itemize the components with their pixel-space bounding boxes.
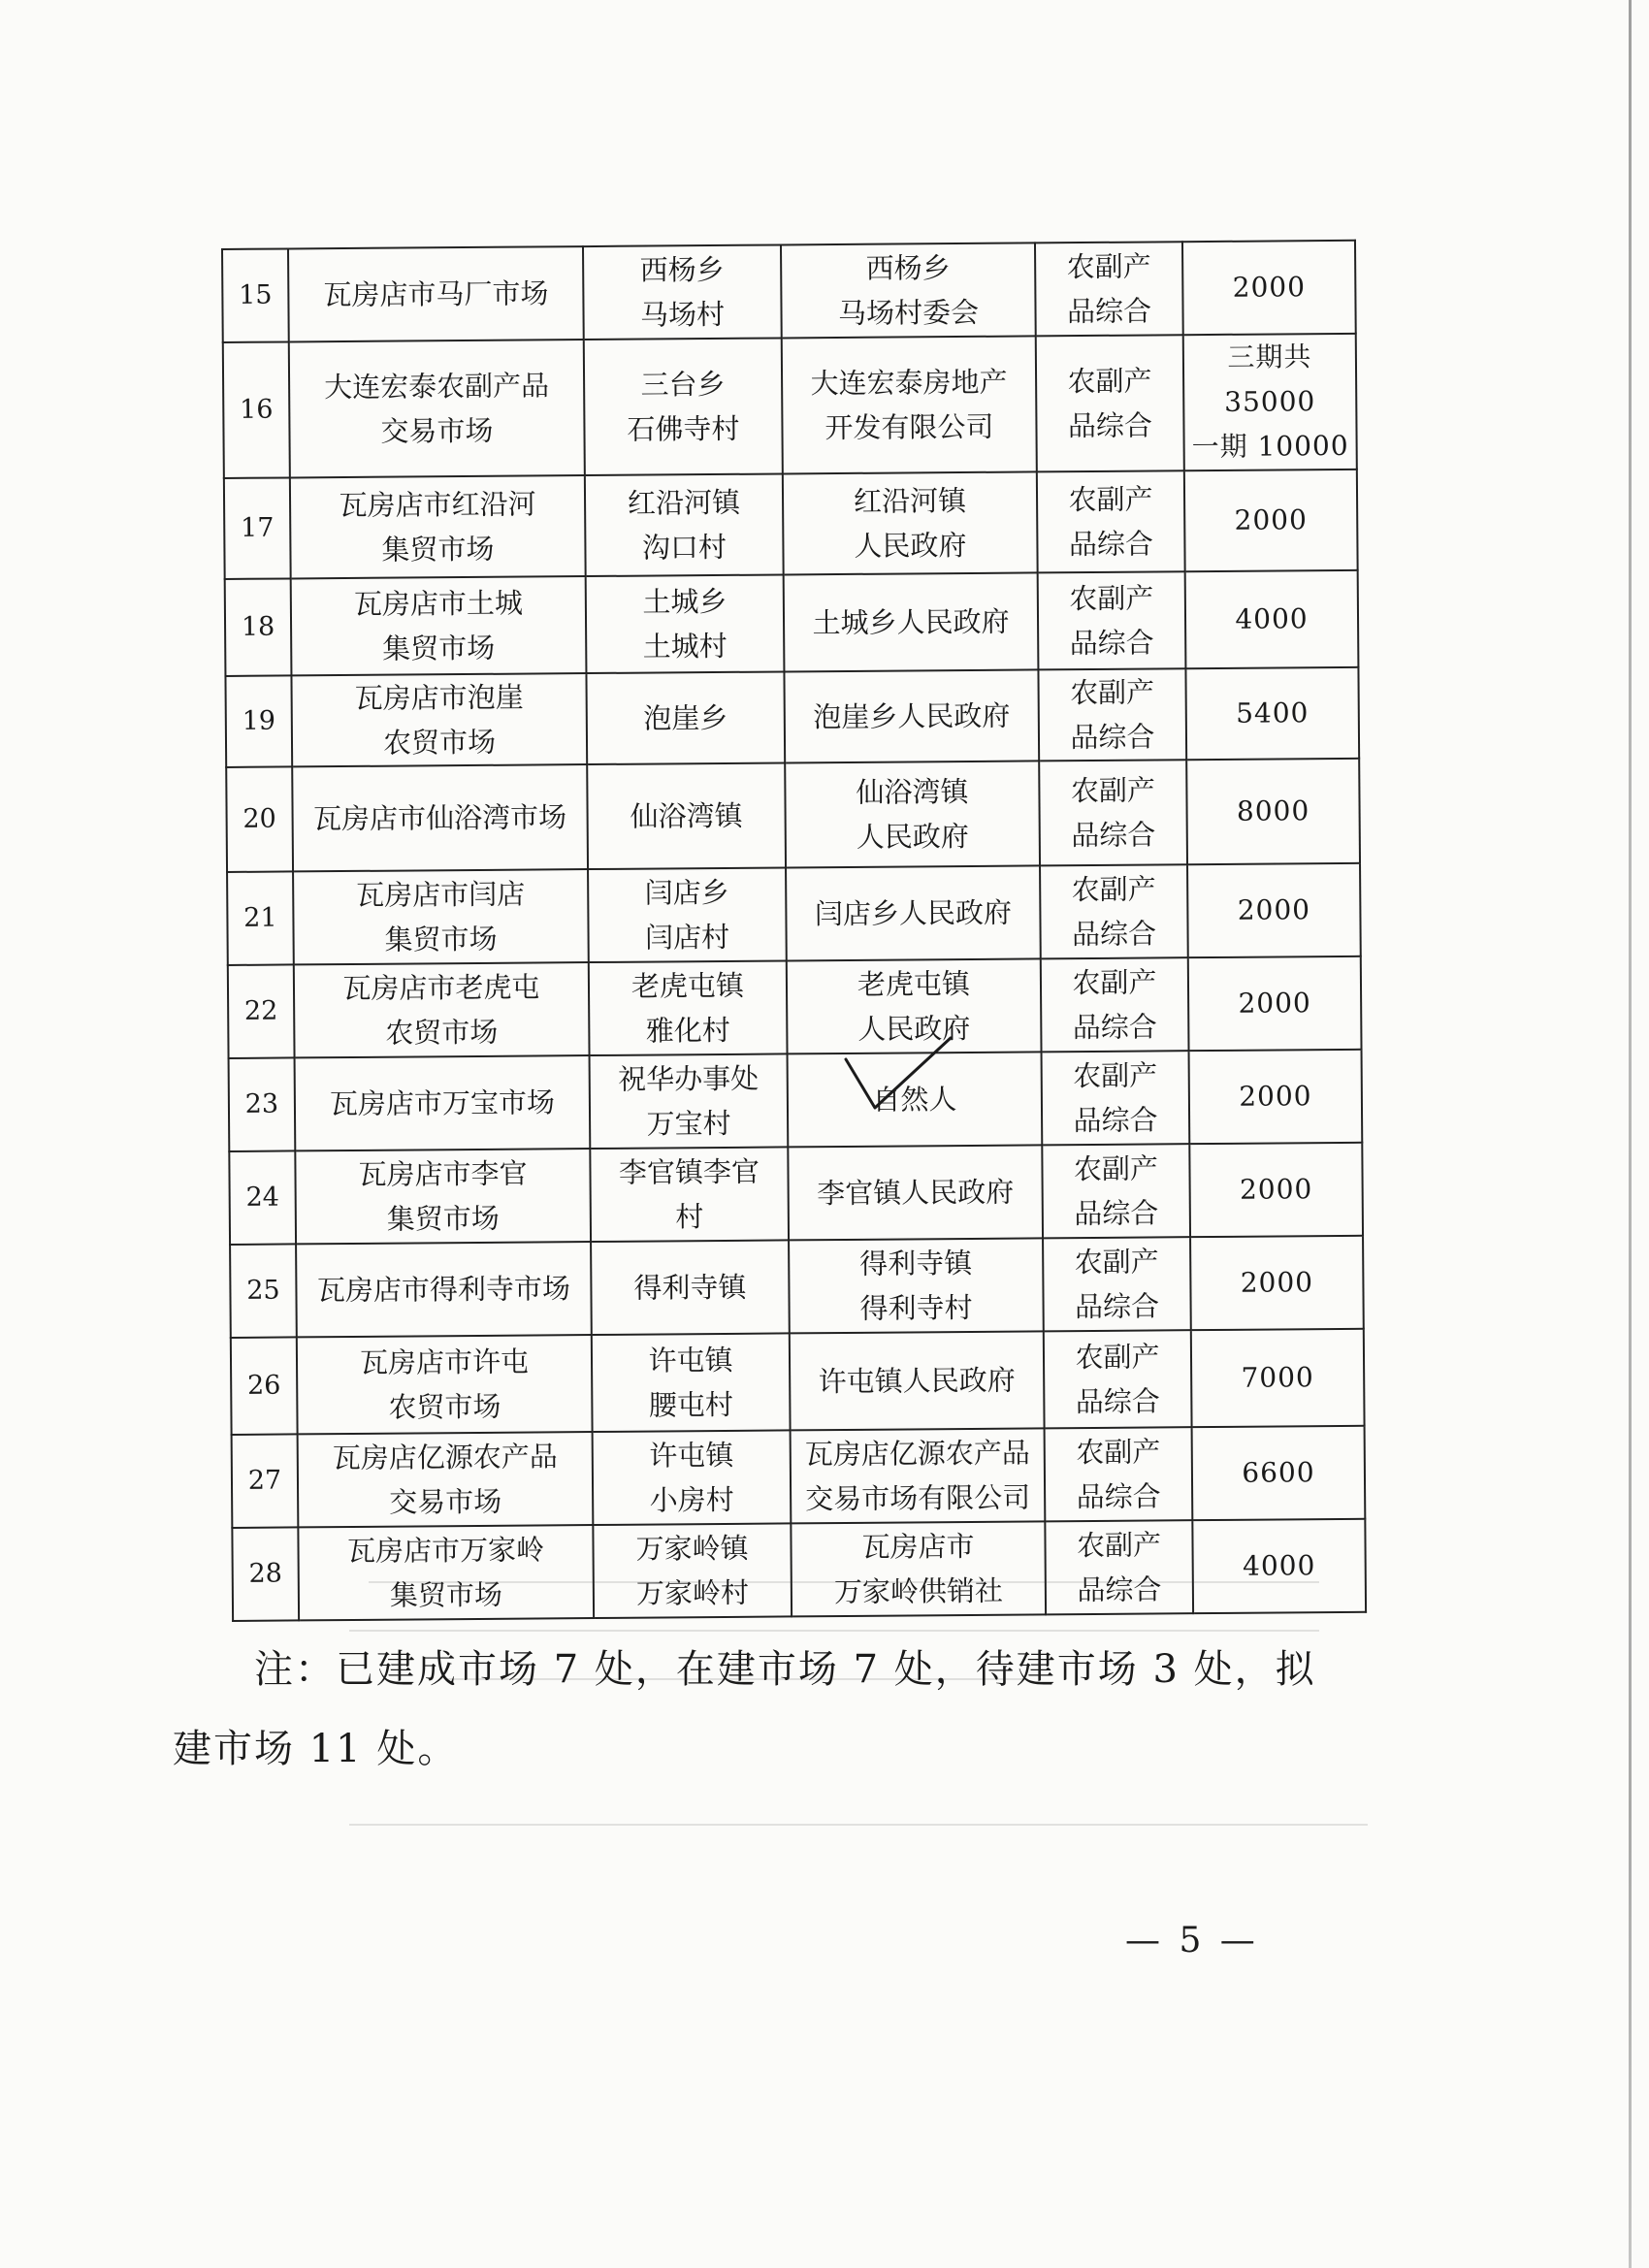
row-number: 15 [222, 248, 289, 342]
market-location: 泡崖乡 [586, 671, 785, 764]
market-owner: 李官镇人民政府 [788, 1145, 1043, 1240]
market-area: 2000 [1188, 956, 1362, 1051]
table-row [225, 667, 1359, 767]
market-area: 8000 [1186, 759, 1360, 864]
table-row [226, 759, 1360, 872]
table-row [231, 1329, 1365, 1435]
market-name: 瓦房店市老虎屯 农贸市场 [294, 962, 590, 1057]
market-type: 农副产 品综合 [1038, 571, 1186, 669]
page-number: — 5 — [1125, 1921, 1259, 1960]
row-number: 28 [232, 1527, 299, 1621]
market-location: 许屯镇 小房村 [593, 1430, 792, 1525]
scan-edge [1629, 0, 1632, 2268]
market-type: 农副产 品综合 [1044, 1330, 1192, 1428]
market-owner: 仙浴湾镇 人民政府 [785, 761, 1040, 867]
market-area: 2000 [1189, 1050, 1363, 1144]
table-row [222, 241, 1356, 342]
table-note: 注：已建成市场 7 处，在建市场 7 处，待建市场 3 处，拟建市场 11 处。 [173, 1647, 1316, 1771]
market-name: 瓦房店亿源农产品 交易市场 [298, 1432, 594, 1527]
market-name: 瓦房店市仙浴湾市场 [292, 764, 588, 871]
market-name: 瓦房店市得利寺市场 [296, 1242, 592, 1337]
market-location: 李官镇李官 村 [590, 1147, 789, 1242]
market-name: 瓦房店市李官 集贸市场 [295, 1149, 591, 1244]
market-type: 农副产 品综合 [1035, 242, 1183, 336]
market-area: 2000 [1182, 241, 1356, 335]
market-type: 农副产 品综合 [1042, 1144, 1190, 1238]
market-owner: 得利寺镇 得利寺村 [789, 1238, 1044, 1333]
market-location: 西杨乡 马场村 [583, 244, 782, 340]
row-number: 19 [225, 675, 292, 767]
market-owner: 红沿河镇 人民政府 [783, 471, 1038, 574]
market-name: 大连宏泰农副产品 交易市场 [289, 340, 585, 477]
row-number: 24 [229, 1150, 296, 1245]
row-number: 23 [229, 1057, 296, 1151]
market-area: 7000 [1191, 1329, 1365, 1427]
handwritten-checkmark-icon [842, 1034, 958, 1112]
market-name: 瓦房店市土城 集贸市场 [291, 576, 587, 675]
market-table-body [222, 241, 1366, 1621]
market-type: 农副产 品综合 [1036, 335, 1184, 471]
row-number: 20 [226, 766, 293, 872]
market-area: 2000 [1190, 1236, 1364, 1330]
table-row [232, 1519, 1366, 1621]
market-location: 仙浴湾镇 [587, 762, 786, 869]
table-row [232, 1426, 1366, 1528]
market-location: 老虎屯镇 雅化村 [589, 960, 788, 1055]
market-type: 农副产 品综合 [1039, 760, 1187, 865]
market-location: 红沿河镇 沟口村 [585, 473, 784, 576]
row-number: 26 [231, 1337, 298, 1435]
table-row [224, 470, 1358, 579]
market-name: 瓦房店市许屯 农贸市场 [297, 1335, 593, 1434]
market-type: 农副产 品综合 [1038, 668, 1186, 761]
market-area: 4000 [1192, 1519, 1366, 1613]
market-type: 农副产 品综合 [1040, 864, 1188, 958]
market-location: 土城乡 土城村 [586, 574, 785, 673]
market-owner: 瓦房店亿源农产品 交易市场有限公司 [791, 1428, 1046, 1523]
market-owner: 西杨乡 马场村委会 [781, 243, 1036, 338]
market-owner: 老虎屯镇 人民政府 [787, 958, 1042, 1053]
market-name: 瓦房店市万宝市场 [295, 1055, 591, 1150]
market-area: 6600 [1192, 1426, 1366, 1520]
market-location: 祝华办事处 万宝村 [590, 1053, 789, 1149]
market-type: 农副产 品综合 [1045, 1427, 1193, 1521]
table-row [225, 570, 1359, 676]
market-area: 2000 [1184, 470, 1358, 571]
market-type: 农副产 品综合 [1041, 957, 1189, 1052]
market-name: 瓦房店市闫店 集贸市场 [293, 869, 589, 964]
market-location: 许屯镇 腰屯村 [592, 1333, 791, 1432]
row-number: 25 [230, 1244, 297, 1338]
table-row [229, 1050, 1363, 1151]
row-number: 17 [224, 477, 291, 579]
market-area: 4000 [1185, 570, 1359, 668]
market-area: 5400 [1185, 667, 1359, 760]
market-location: 闫店乡 闫店村 [588, 867, 787, 962]
market-type: 农副产 品综合 [1043, 1237, 1191, 1331]
market-location: 万家岭镇 万家岭村 [593, 1523, 792, 1618]
row-number: 21 [227, 871, 294, 965]
market-area: 2000 [1189, 1143, 1363, 1237]
row-number: 16 [223, 341, 290, 478]
table-row [229, 1143, 1363, 1245]
market-table [221, 240, 1367, 1622]
row-number: 18 [225, 578, 292, 676]
market-location: 得利寺镇 [591, 1240, 790, 1335]
market-owner: 瓦房店市 万家岭供销社 [791, 1521, 1046, 1616]
market-type: 农副产 品综合 [1037, 470, 1185, 572]
market-location: 三台乡 石佛寺村 [584, 338, 783, 475]
row-number: 22 [228, 964, 295, 1058]
market-owner: 大连宏泰房地产 开发有限公司 [782, 336, 1037, 473]
market-name: 瓦房店市红沿河 集贸市场 [290, 475, 586, 578]
market-owner: 土城乡人民政府 [784, 572, 1039, 671]
market-name: 瓦房店市马厂市场 [288, 246, 584, 341]
market-owner: 自然人 [788, 1052, 1043, 1147]
table-row [223, 334, 1357, 478]
market-area: 2000 [1187, 863, 1361, 957]
table-row [227, 863, 1361, 965]
table-row [228, 956, 1362, 1058]
table-row [230, 1236, 1364, 1338]
market-owner: 许屯镇人民政府 [790, 1331, 1045, 1430]
market-type: 农副产 品综合 [1042, 1051, 1190, 1145]
market-name: 瓦房店市泡崖 农贸市场 [291, 673, 587, 766]
market-area: 三期共 35000 一期 10000 [1183, 334, 1357, 470]
market-owner: 闫店乡人民政府 [786, 865, 1041, 960]
row-number: 27 [232, 1434, 299, 1528]
market-owner: 泡崖乡人民政府 [784, 669, 1039, 762]
market-name: 瓦房店市万家岭 集贸市场 [298, 1525, 594, 1620]
market-type: 农副产 品综合 [1045, 1520, 1193, 1614]
